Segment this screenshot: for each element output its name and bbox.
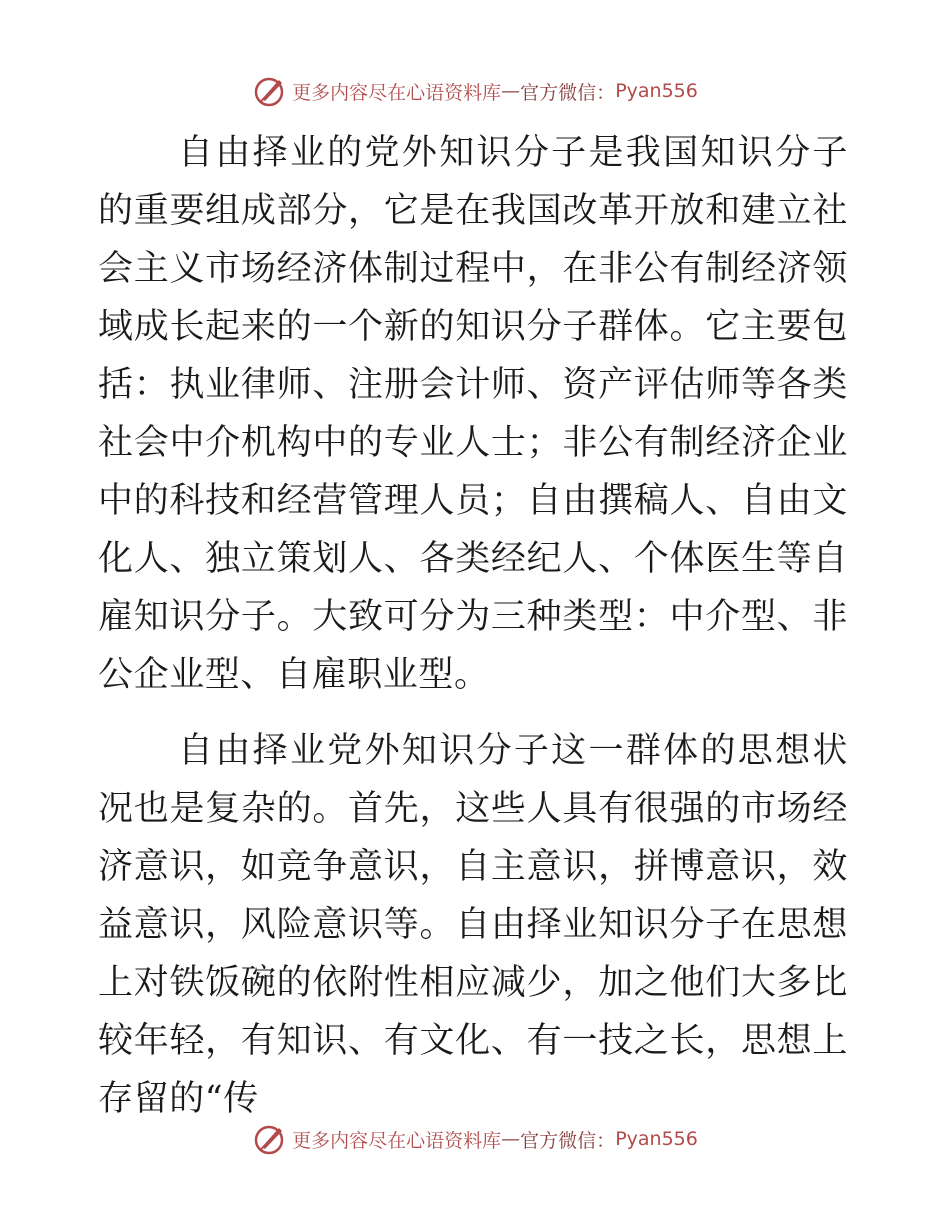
header-watermark-banner (0, 71, 950, 111)
paragraph-2: 自由择业党外知识分子这一群体的思想状况也是复杂的。首先，这些人具有很强的市场经济意识，如竞争意识，自主意识，拼博意识，效益意识，风险意识等。自由择业知识分子在思想上对铁饭碗的依附性相应减少，加之他们大多比较年轻，有知识、有文化、有一技之长，思想上存留的“传 (98, 731, 848, 1119)
quill-circle-logo-icon (252, 73, 288, 109)
footer-banner-account: Pyan556 (615, 1128, 698, 1150)
paragraph-1: 自由择业的党外知识分子是我国知识分子的重要组成部分，它是在我国改革开放和建立社会主义市场经济体制过程中，在非公有制经济领域成长起来的一个新的知识分子群体。它主要包括：执业律师、注册会计师、资产评估师等各类社会中介机构中的专业人士；非公有制经济企业中的科技和经营管理人员；自由撰稿人、自由文化人、独立策划人、各类经纪人、个体医生等自雇知识分子。大致可分为三种类型：中介型、非公企业型、自雇职业型。 (98, 133, 848, 695)
header-banner-wechat-label: 官方微信： (520, 81, 616, 104)
document-body (98, 124, 848, 1146)
quill-circle-logo-icon (252, 1121, 288, 1157)
header-banner-separator: — (501, 80, 521, 102)
footer-banner-text: 更多内容尽在心语资料库 (292, 1129, 502, 1152)
header-banner-account: Pyan556 (615, 80, 698, 102)
footer-banner-separator: — (501, 1128, 521, 1150)
header-banner-text: 更多内容尽在心语资料库 (292, 81, 502, 104)
footer-watermark-banner (0, 1119, 950, 1159)
footer-banner-wechat-label: 官方微信： (520, 1129, 616, 1152)
